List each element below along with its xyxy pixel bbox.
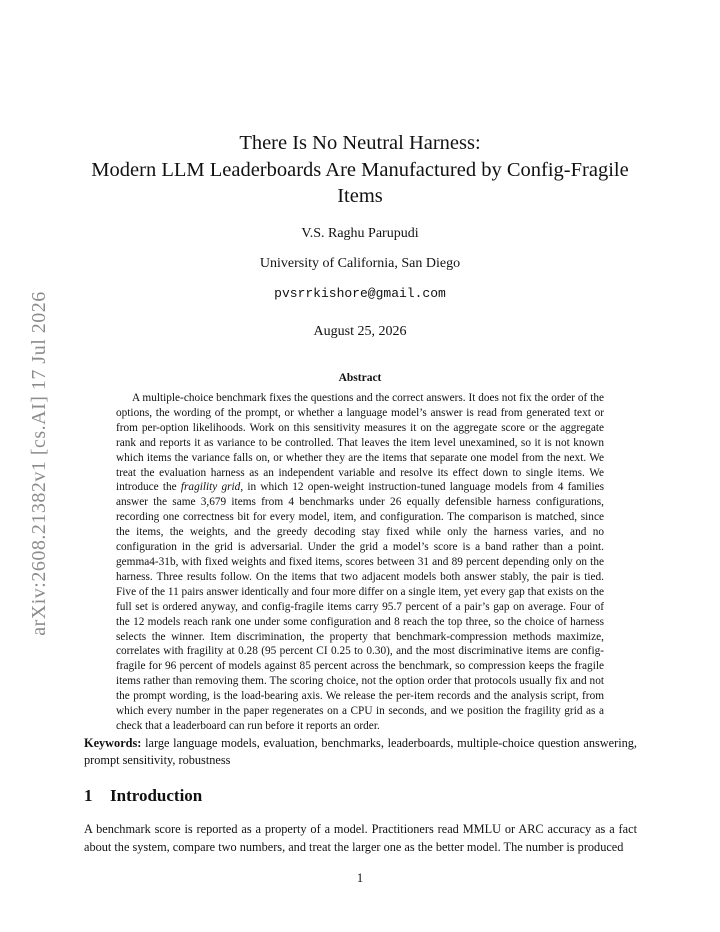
keywords: [84, 735, 637, 768]
abstract-heading: Abstract: [338, 372, 382, 384]
author-name: V.S. Raghu Parupudi: [301, 226, 419, 241]
abstract-body: [116, 391, 604, 734]
paper-date: August 25, 2026: [313, 324, 407, 339]
section-number: 1: [84, 786, 93, 805]
section-heading: [84, 786, 202, 806]
page-number: 1: [356, 871, 364, 885]
abstract-text-end: , in which 12 open-weight instruction-tuned language models from 4 families answer the same 3,679 items from 4 benchmarks under 26 equally defensible harness configurations, recording one correctness bit for every model, item, and configuration. The comparison is matched, since the items, the weights, and the greedy decoding stay fixed while only the harness varies, and no configuration in the grid is adversarial. Under the grid a model’s score is a band rather than a point. gemma4-31b, with fixed weights and fixed items, scores between 31 and 89 percent depending only on the harness. Three results follow. On the items that two adjacent models both answer stably, the pair is tied. Five of the 11 pairs answer identically and four more differ on a single item, yet every gap that exists on the full set is ordered anyway, and config-fragile items carry 95.7 percent of a pair’s gap on average. Four of the 12 models reach rank one under some configuration and 8 reach the top three, so the choice of harness selects the winner. Item discrimination, the property that benchmark-compression methods maximize, correlates with fragility at 0.28 (95 percent CI 0.25 to 0.30), and the most discriminative items are config-fragile for 96 percent of models against 85 percent across the benchmark, so compression keeps the fragile items rather than removing them. The scoring choice, not the option order that protocols usually fix and not the prompt wording, is the load-bearing axis. We release the per-item records and the analysis script, from which every number in the paper regenerates on a CPU in seconds, and we position the fragility grid as a check that a leaderboard can run before it reports an order.: [116, 481, 605, 732]
keywords-text: large language models, evaluation, benchmarks, leaderboards, multiple-choice question answering, prompt sensitivity, robustness: [84, 736, 637, 767]
author-email: pvsrrkishore@gmail.com: [274, 286, 446, 301]
section-title: Introduction: [110, 786, 203, 805]
abstract-text-start: A multiple-choice benchmark fixes the questions and the correct answers. It does not fix the order of the options, the wording of the prompt, or whether a language model’s answer is read from generated text or from per-option likelihoods. Work on this sensitivity measures it on the aggregate score or the aggregate rank and reports it as variance to be controlled. That leaves the item level unexamined, so it is not known which items the variance falls on, or whether they are the items that separate one model from the next. We treat the evaluation harness as an independent variable and resolve its effect down to single items. We introduce the: [116, 392, 604, 494]
title-line-2: Modern LLM Leaderboards Are Manufactured by Config-Fragile: [91, 158, 629, 181]
abstract-emphasis: fragility grid: [180, 481, 241, 494]
paper-title: [80, 130, 640, 210]
title-line-1: There Is No Neutral Harness:: [239, 132, 481, 154]
introduction-paragraph: A benchmark score is reported as a property of a model. Practitioners read MMLU or ARC accuracy as a fact about the system, compare two numbers, and treat the larger one as the better model. The number is produced: [84, 822, 637, 854]
title-line-3: Items: [337, 185, 383, 207]
author-affiliation: University of California, San Diego: [259, 256, 461, 271]
keywords-label: Keywords:: [84, 736, 142, 750]
arxiv-identifier-text: arXiv:2608.21382v1 [cs.AI] 17 Jul 2026: [27, 290, 50, 636]
